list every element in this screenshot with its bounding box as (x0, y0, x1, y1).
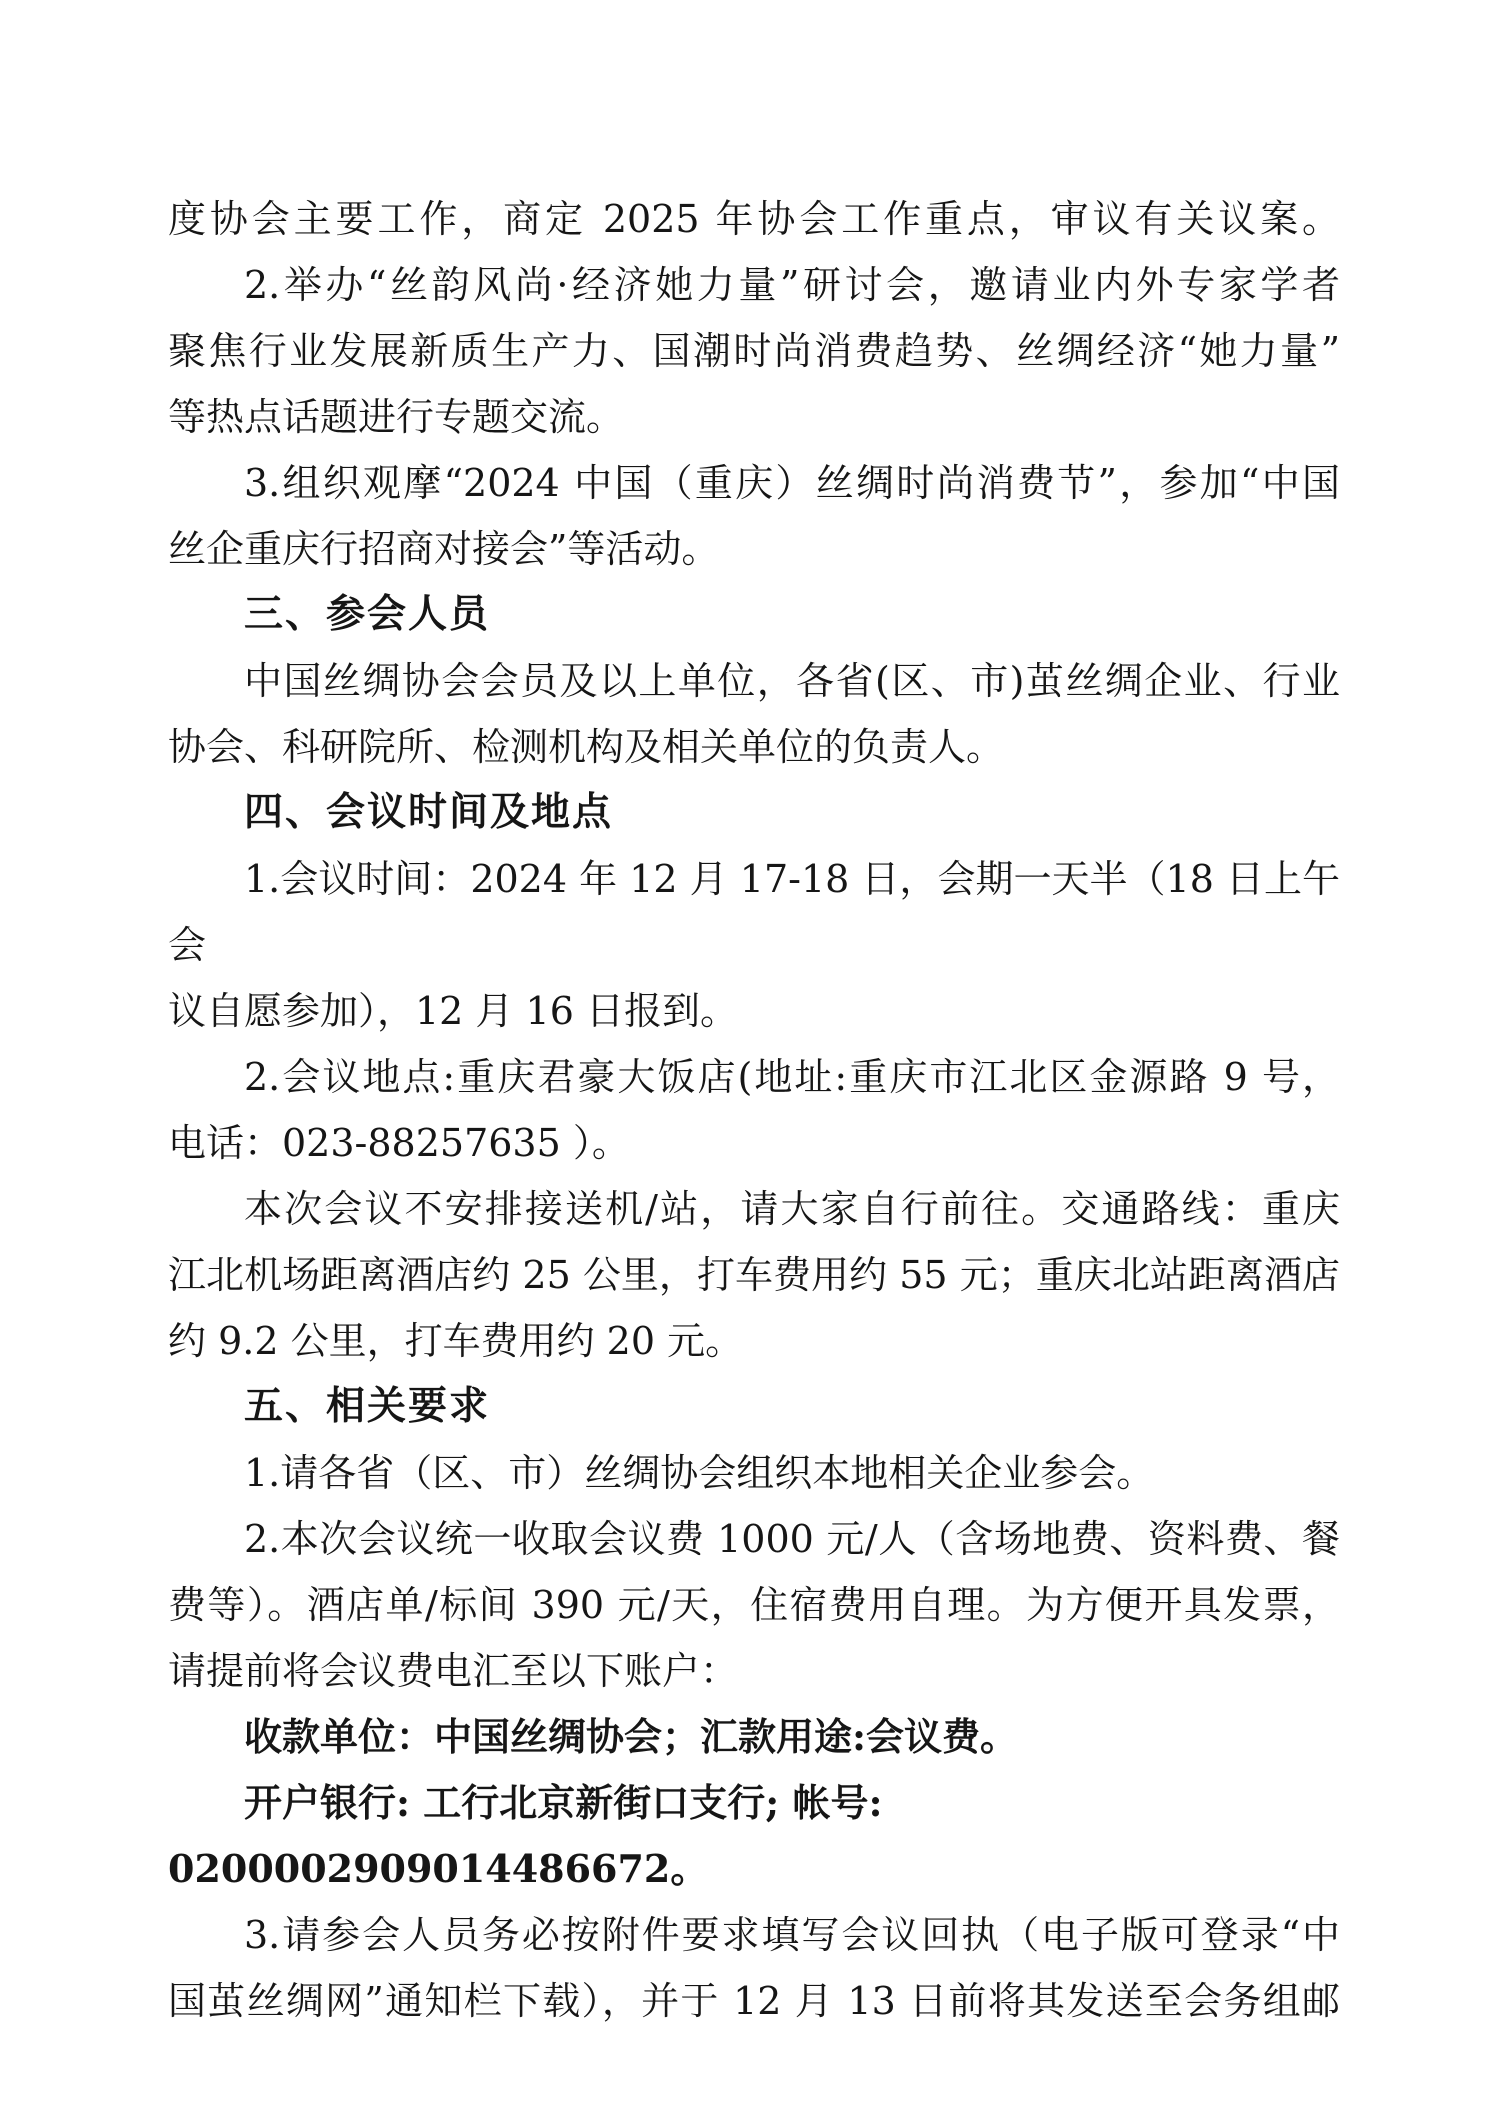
section-heading: 三、参会人员 (244, 592, 491, 637)
document-line: 等热点话题进行专题交流。 (168, 395, 625, 439)
document-line: 约 9.2 公里，打车费用约 20 元。 (168, 1319, 744, 1363)
document-line: 聚焦行业发展新质生产力、国潮时尚消费趋势、丝绸经济“她力量” (168, 329, 1340, 373)
document-line: 2.会议地点:重庆君豪大饭店(地址:重庆市江北区金源路 9 号， (244, 1055, 1340, 1099)
document-line: 3.请参会人员务必按附件要求填写会议回执（电子版可登录“中 (244, 1913, 1340, 1957)
document-line: 本次会议不安排接送机/站，请大家自行前往。交通路线：重庆 (244, 1187, 1340, 1231)
document-line: 丝企重庆行招商对接会”等活动。 (168, 527, 720, 571)
document-line: 中国丝绸协会会员及以上单位，各省(区、市)茧丝绸企业、行业 (244, 659, 1340, 703)
document-line: 议自愿参加），12 月 16 日报到。 (168, 989, 738, 1033)
document-line: 请提前将会议费电汇至以下账户： (168, 1649, 739, 1693)
section-heading: 四、会议时间及地点 (244, 790, 614, 835)
document-line: 费等）。酒店单/标间 390 元/天，住宿费用自理。为方便开具发票， (168, 1583, 1340, 1627)
document-body (168, 186, 1340, 2034)
document-line: 1.请各省（区、市）丝绸协会组织本地相关企业参会。 (244, 1451, 1155, 1495)
document-line: 3.组织观摩“2024 中国（重庆）丝绸时尚消费节”，参加“中国 (244, 461, 1340, 505)
document-line: 协会、科研院所、检测机构及相关单位的负责人。 (168, 725, 1005, 769)
document-line: 电话：023-88257635 ）。 (168, 1121, 630, 1165)
document-line: 2.举办“丝韵风尚·经济她力量”研讨会，邀请业内外专家学者 (244, 263, 1340, 307)
document-line: 1.会议时间：2024 年 12 月 17-18 日，会期一天半（18 日上午会 (168, 857, 1340, 967)
document-line: 收款单位：中国丝绸协会；汇款用途:会议费。 (244, 1714, 1019, 1759)
document-line: 度协会主要工作，商定 2025 年协会工作重点，审议有关议案。 (168, 197, 1340, 241)
document-line: 江北机场距离酒店约 25 公里，打车费用约 55 元；重庆北站距离酒店 (168, 1253, 1340, 1297)
document-line: 2.本次会议统一收取会议费 1000 元/人（含场地费、资料费、餐 (244, 1517, 1340, 1561)
document-line: 开户银行: 工行北京新街口支行; 帐号: 0200002909014486672。 (168, 1780, 883, 1891)
document-line: 国茧丝绸网”通知栏下载），并于 12 月 13 日前将其发送至会务组邮 (168, 1979, 1340, 2023)
section-heading: 五、相关要求 (244, 1384, 491, 1429)
